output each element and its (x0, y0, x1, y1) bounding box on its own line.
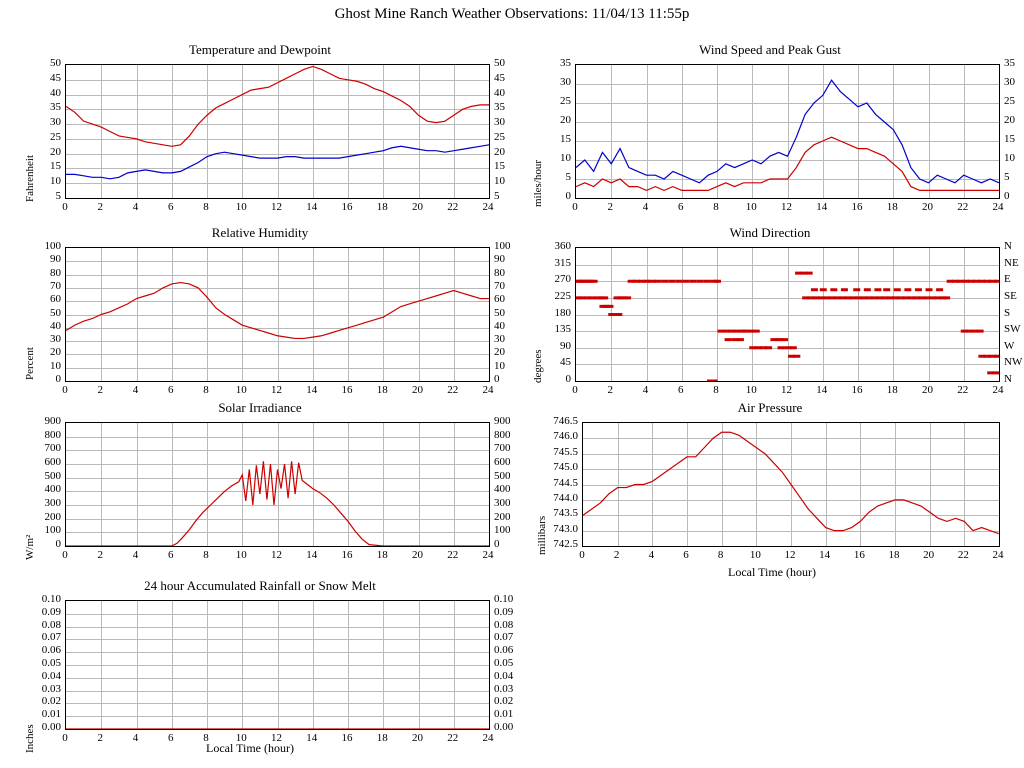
y-tick-label-right: 25 (494, 130, 505, 143)
y-tick-label: 5 (565, 171, 571, 183)
y-tick-label: 0.01 (41, 708, 61, 721)
y-tick-label: 90 (50, 253, 61, 266)
x-tick-label: 22 (957, 384, 969, 396)
y-tick-label-right: 45 (494, 71, 505, 84)
x-tick-label: 16 (341, 384, 353, 396)
x-tick-label: 0 (62, 732, 68, 744)
y-tick-label: 40 (50, 319, 61, 332)
y-tick-label-right: 0 (494, 538, 500, 550)
y-tick-label-right: 0.10 (494, 593, 514, 605)
x-tick-label: 0 (572, 201, 578, 213)
series-layer (66, 248, 489, 381)
y-tick-label: 80 (50, 266, 61, 279)
x-tick-label: 8 (203, 732, 209, 744)
y-tick-label: 200 (44, 510, 61, 523)
y-tick-label-right: 35 (494, 101, 505, 114)
y-tick-label: 0.03 (41, 682, 61, 695)
chart-air-pressure (520, 400, 1020, 590)
y-tick-label: 0.08 (41, 618, 61, 631)
y-tick-label-right: 20 (494, 145, 505, 158)
y-tick-label: 746.5 (553, 415, 578, 427)
y-tick-label-right: 30 (494, 116, 505, 129)
y-tick-label: 100 (44, 240, 61, 252)
y-tick-label: 135 (554, 323, 571, 336)
x-tick-label: 8 (203, 201, 209, 213)
series-layer (576, 65, 999, 198)
x-axis-title: Local Time (hour) (206, 741, 294, 755)
x-tick-label: 16 (853, 549, 865, 561)
y-tick-label: 35 (560, 57, 571, 69)
x-tick-label: 6 (168, 549, 174, 561)
y-tick-label-right: 5 (1004, 171, 1010, 183)
y-tick-label: 0.09 (41, 605, 61, 618)
y-tick-label-right: NE (1004, 256, 1019, 269)
x-tick-label: 24 (992, 201, 1004, 213)
y-tick-label: 45 (50, 71, 61, 84)
y-tick-label: 600 (44, 456, 61, 468)
series-layer (66, 423, 489, 546)
y-tick-label-right: W (1004, 339, 1015, 352)
y-tick-label-right: 25 (1004, 95, 1015, 107)
y-tick-label-right: SE (1004, 289, 1017, 302)
x-tick-label: 4 (132, 732, 139, 744)
x-tick-label: 14 (306, 384, 318, 396)
x-tick-label: 8 (713, 384, 719, 396)
x-tick-label: 12 (271, 201, 282, 213)
x-tick-label: 4 (132, 384, 139, 396)
y-tick-label: 0 (55, 373, 61, 385)
y-tick-label: 0.06 (41, 644, 61, 657)
chart-title: Solar Irradiance (218, 400, 302, 415)
x-tick-label: 6 (678, 384, 684, 396)
y-tick-label: 0.02 (41, 695, 61, 708)
y-tick-label: 50 (50, 57, 61, 69)
x-tick-label: 2 (607, 201, 613, 213)
x-tick-label: 8 (203, 549, 209, 561)
y-tick-label: 745.5 (553, 445, 578, 458)
y-tick-label: 0.07 (41, 631, 61, 644)
x-tick-label: 12 (784, 549, 796, 561)
y-tick-label-right: 0.06 (494, 644, 514, 657)
y-axis-title: degrees (532, 349, 544, 383)
y-tick-label-right: 10 (494, 359, 505, 372)
y-tick-label-right: NW (1004, 356, 1023, 369)
y-tick-label: 15 (560, 133, 571, 145)
chart-temperature-dewpoint (10, 42, 510, 212)
y-tick-label: 0 (565, 190, 571, 202)
y-tick-label-right: 0.07 (494, 631, 514, 644)
series-layer (66, 601, 489, 729)
plot-area (65, 600, 490, 730)
x-tick-label: 20 (923, 549, 935, 561)
y-tick-label: 744.5 (553, 476, 578, 489)
y-tick-label: 270 (554, 273, 571, 286)
x-tick-label: 18 (886, 201, 898, 213)
y-tick-label: 0 (565, 373, 571, 385)
x-tick-label: 14 (306, 201, 318, 213)
x-tick-label: 14 (306, 732, 318, 744)
chart-title: Relative Humidity (211, 225, 309, 240)
y-tick-label: 5 (55, 190, 61, 202)
x-tick-label: 4 (642, 384, 649, 396)
x-tick-label: 12 (271, 384, 282, 396)
y-tick-label-right: 70 (494, 279, 505, 292)
x-tick-label: 6 (168, 201, 174, 213)
x-tick-label: 6 (683, 549, 689, 561)
y-tick-label-right: 700 (494, 442, 511, 455)
x-tick-label: 24 (482, 201, 494, 213)
y-tick-label-right: 10 (494, 175, 505, 188)
x-tick-label: 6 (678, 201, 684, 213)
y-tick-label: 746.0 (553, 430, 578, 443)
x-tick-label: 10 (235, 549, 247, 561)
x-tick-label: 20 (922, 384, 933, 396)
y-tick-label: 10 (560, 152, 571, 164)
plot-area (582, 422, 1000, 547)
y-axis-title: W/m² (24, 534, 36, 560)
chart-title: 24 hour Accumulated Rainfall or Snow Melt (144, 578, 376, 593)
y-axis-title: Inches (24, 724, 36, 753)
x-tick-label: 24 (482, 732, 494, 744)
x-tick-label: 0 (579, 549, 585, 561)
y-axis-title: miles/hour (532, 159, 544, 207)
y-tick-label: 25 (560, 95, 571, 107)
x-tick-label: 14 (816, 384, 828, 396)
y-tick-label: 744.0 (553, 491, 578, 504)
y-axis-title: millibars (536, 515, 548, 555)
y-tick-label-right: 0.08 (494, 618, 514, 631)
x-tick-label: 16 (851, 384, 863, 396)
chart-wind-speed-gust (520, 42, 1020, 212)
y-tick-label-right: 15 (1004, 133, 1015, 145)
y-tick-label: 30 (50, 116, 61, 129)
y-tick-label: 500 (44, 469, 61, 482)
y-tick-label: 40 (50, 86, 61, 99)
x-tick-label: 24 (992, 549, 1004, 561)
x-tick-label: 24 (482, 384, 494, 396)
y-tick-label: 225 (554, 289, 571, 302)
x-tick-label: 8 (713, 201, 719, 213)
y-tick-label-right: 35 (1004, 57, 1015, 69)
y-tick-label: 60 (50, 293, 61, 306)
x-tick-label: 22 (447, 549, 459, 561)
x-tick-label: 4 (648, 549, 655, 561)
y-tick-label: 360 (554, 240, 571, 252)
series-layer (66, 65, 489, 198)
y-tick-label: 50 (50, 306, 61, 319)
x-tick-label: 14 (816, 201, 828, 213)
x-tick-label: 10 (749, 549, 761, 561)
x-tick-label: 12 (781, 384, 792, 396)
y-tick-label-right: 0.01 (494, 708, 514, 721)
y-tick-label-right: 10 (1004, 152, 1015, 164)
y-tick-label-right: 0 (494, 373, 500, 385)
x-tick-label: 16 (851, 201, 863, 213)
x-tick-label: 0 (62, 549, 68, 561)
y-tick-label-right: 800 (494, 428, 511, 441)
y-tick-label-right: 500 (494, 469, 511, 482)
series-layer (576, 248, 999, 381)
x-tick-label: 4 (642, 201, 649, 213)
y-tick-label: 10 (50, 175, 61, 188)
x-tick-label: 6 (168, 732, 174, 744)
y-tick-label: 800 (44, 428, 61, 441)
y-tick-label: 743.0 (553, 522, 578, 535)
series-layer (583, 423, 999, 546)
chart-title: Air Pressure (737, 400, 803, 415)
x-tick-label: 18 (886, 384, 898, 396)
x-tick-label: 12 (271, 732, 282, 744)
y-tick-label-right: 50 (494, 57, 505, 69)
y-tick-label-right: 15 (494, 160, 505, 173)
plot-area (65, 64, 490, 199)
chart-solar-irradiance (10, 400, 510, 570)
page-title: Ghost Mine Ranch Weather Observations: 11/04/13 11:55p (334, 6, 690, 22)
x-tick-label: 0 (572, 384, 578, 396)
y-tick-label: 10 (50, 359, 61, 372)
y-tick-label-right: 0 (1004, 190, 1010, 202)
y-tick-label-right: 60 (494, 293, 505, 306)
y-tick-label-right: E (1004, 273, 1011, 286)
x-tick-label: 18 (376, 201, 388, 213)
x-tick-label: 14 (819, 549, 831, 561)
y-tick-label: 300 (44, 497, 61, 509)
x-tick-label: 12 (781, 201, 792, 213)
x-tick-label: 22 (957, 201, 969, 213)
y-axis-title: Fahrenheit (24, 154, 36, 202)
x-tick-label: 18 (376, 384, 388, 396)
plot-area (65, 422, 490, 547)
y-tick-label: 742.5 (553, 538, 578, 550)
x-tick-label: 0 (62, 384, 68, 396)
x-tick-label: 20 (412, 732, 423, 744)
plot-area (575, 64, 1000, 199)
x-tick-label: 0 (62, 201, 68, 213)
x-tick-label: 18 (376, 549, 388, 561)
y-tick-label-right: 30 (1004, 76, 1015, 88)
x-tick-label: 2 (607, 384, 613, 396)
y-tick-label: 30 (50, 333, 61, 346)
x-tick-label: 2 (97, 201, 103, 213)
x-tick-label: 14 (306, 549, 318, 561)
y-tick-label: 0.00 (41, 721, 61, 733)
y-tick-label: 180 (554, 306, 571, 319)
y-tick-label-right: 30 (494, 333, 505, 346)
x-tick-label: 22 (447, 201, 459, 213)
chart-wind-direction (520, 225, 1023, 396)
y-tick-label-right: SW (1004, 323, 1021, 336)
x-tick-label: 8 (203, 384, 209, 396)
y-tick-label-right: N (1004, 373, 1012, 385)
y-tick-label: 400 (44, 483, 61, 496)
y-tick-label-right: 90 (494, 253, 505, 266)
x-tick-label: 10 (745, 201, 757, 213)
x-tick-label: 20 (412, 549, 423, 561)
x-tick-label: 20 (412, 201, 423, 213)
y-tick-label: 745.0 (553, 461, 578, 474)
chart-title: Wind Speed and Peak Gust (699, 42, 841, 57)
y-tick-label-right: 300 (494, 497, 511, 509)
x-tick-label: 4 (132, 201, 139, 213)
x-tick-label: 16 (341, 201, 353, 213)
x-tick-label: 8 (717, 549, 724, 561)
x-tick-label: 24 (482, 549, 494, 561)
x-tick-label: 18 (888, 549, 900, 561)
y-tick-label-right: 0.09 (494, 605, 514, 618)
plot-area (575, 247, 1000, 382)
y-tick-label-right: 40 (494, 86, 505, 99)
x-tick-label: 10 (235, 384, 247, 396)
x-tick-label: 18 (376, 732, 388, 744)
x-tick-label: 24 (992, 384, 1004, 396)
y-tick-label: 100 (44, 524, 61, 537)
chart-title: Temperature and Dewpoint (188, 42, 332, 57)
x-tick-label: 16 (341, 732, 353, 744)
x-axis-title: Local Time (hour) (728, 565, 816, 579)
x-tick-label: 2 (97, 549, 103, 561)
y-tick-label-right: 200 (494, 510, 511, 523)
x-tick-label: 4 (132, 549, 139, 561)
y-tick-label-right: 0.04 (494, 669, 514, 682)
y-tick-label: 900 (44, 415, 61, 427)
x-tick-label: 2 (613, 549, 620, 561)
y-tick-label: 0 (55, 538, 61, 550)
y-tick-label: 20 (50, 346, 61, 359)
x-tick-label: 10 (745, 384, 757, 396)
y-tick-label-right: 100 (494, 240, 511, 252)
y-tick-label: 90 (560, 339, 571, 352)
y-tick-label-right: 0.03 (494, 682, 514, 695)
x-tick-label: 22 (447, 384, 459, 396)
y-tick-label: 20 (50, 145, 61, 158)
y-tick-label-right: 0.05 (494, 657, 514, 669)
y-tick-label: 0.04 (41, 669, 61, 682)
y-tick-label: 30 (560, 76, 571, 88)
chart-title: Wind Direction (729, 225, 811, 240)
plot-area (65, 247, 490, 382)
x-tick-label: 10 (235, 201, 247, 213)
y-tick-label: 743.5 (553, 507, 578, 520)
y-tick-label: 15 (50, 160, 61, 173)
y-tick-label: 70 (50, 279, 61, 292)
y-axis-title: Percent (24, 347, 36, 380)
y-tick-label-right: 80 (494, 266, 505, 279)
y-tick-label-right: 600 (494, 456, 511, 468)
y-tick-label-right: N (1004, 240, 1012, 252)
y-tick-label-right: 5 (494, 190, 500, 202)
y-tick-label-right: 20 (1004, 114, 1015, 126)
x-tick-label: 16 (341, 549, 353, 561)
y-tick-label-right: 900 (494, 415, 511, 427)
y-tick-label-right: 20 (494, 346, 505, 359)
chart-relative-humidity (10, 225, 510, 395)
y-tick-label-right: 50 (494, 306, 505, 319)
y-tick-label: 45 (560, 356, 571, 369)
y-tick-label-right: 0.02 (494, 695, 514, 708)
y-tick-label-right: 100 (494, 524, 511, 537)
x-tick-label: 22 (957, 549, 969, 561)
x-tick-label: 20 (412, 384, 423, 396)
y-tick-label-right: 40 (494, 319, 505, 332)
x-tick-label: 20 (922, 201, 933, 213)
y-tick-label-right: 400 (494, 483, 511, 496)
y-tick-label: 700 (44, 442, 61, 455)
y-tick-label: 35 (50, 101, 61, 114)
y-tick-label: 0.05 (41, 657, 61, 669)
x-tick-label: 12 (271, 549, 282, 561)
y-tick-label: 20 (560, 114, 571, 126)
x-tick-label: 2 (97, 732, 103, 744)
y-tick-label: 0.10 (41, 593, 61, 605)
x-tick-label: 2 (97, 384, 103, 396)
y-tick-label-right: S (1004, 306, 1011, 319)
chart-rainfall (10, 578, 514, 763)
x-tick-label: 6 (168, 384, 174, 396)
y-tick-label: 25 (50, 130, 61, 143)
y-tick-label: 315 (554, 256, 571, 269)
x-tick-label: 22 (447, 732, 459, 744)
y-tick-label-right: 0.00 (494, 721, 514, 733)
x-tick-label: 10 (235, 732, 247, 744)
